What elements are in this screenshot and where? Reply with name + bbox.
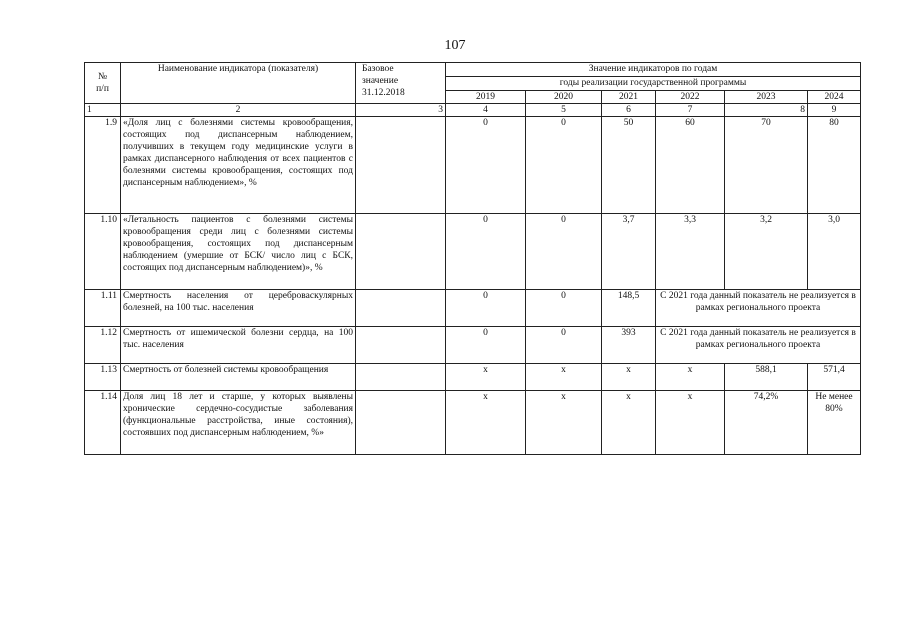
- year-cell: 2022: [656, 91, 725, 104]
- row-number: 1.12: [85, 327, 121, 364]
- value-cell: х: [656, 364, 725, 391]
- value-cell: 0: [446, 214, 526, 290]
- merged-note: С 2021 года данный показатель не реализуется в рамках регионального проекта: [656, 290, 861, 327]
- indicator-name: Доля лиц 18 лет и старше, у которых выявлены хронические сердечно-сосудистые заболевания (функциональные расстройства, иные состояния), состоявших под диспансерным наблюдением, %»: [121, 391, 356, 455]
- column-number: 9: [808, 104, 861, 117]
- row-number: 1.9: [85, 117, 121, 214]
- value-cell: х: [446, 391, 526, 455]
- value-cell: 0: [526, 117, 602, 214]
- merged-note: С 2021 года данный показатель не реализуется в рамках регионального проекта: [656, 327, 861, 364]
- value-cell: 588,1: [725, 364, 808, 391]
- value-cell: х: [602, 391, 656, 455]
- value-cell: х: [526, 364, 602, 391]
- value-cell: 70: [725, 117, 808, 214]
- table-row: [85, 364, 861, 391]
- header-name: Наименование индикатора (показателя): [121, 63, 356, 104]
- column-number: 7: [656, 104, 725, 117]
- value-cell: 3,2: [725, 214, 808, 290]
- column-number: 3: [356, 104, 446, 117]
- year-cell: 2023: [725, 91, 808, 104]
- header-row-1: [85, 63, 861, 77]
- value-cell: х: [446, 364, 526, 391]
- indicator-name: «Летальность пациентов с болезнями системы кровообращения среди лиц с болезнями системы кровообращения, состоящих под диспансерным наблюдением (умершие от БСК/ число лиц с БСК, состоящих под диспансерным наблюдением)», %: [121, 214, 356, 290]
- base-value: [356, 117, 446, 214]
- column-number: 1: [85, 104, 121, 117]
- base-value: [356, 214, 446, 290]
- value-cell: 0: [446, 327, 526, 364]
- indicators-table: [84, 62, 861, 455]
- table-row: [85, 290, 861, 327]
- row-number: 1.14: [85, 391, 121, 455]
- value-cell: 0: [526, 290, 602, 327]
- table-row: [85, 117, 861, 214]
- base-value: [356, 391, 446, 455]
- value-cell: Не менее 80%: [808, 391, 861, 455]
- header-values: Значение индикаторов по годам: [446, 63, 861, 77]
- column-number: 8: [725, 104, 808, 117]
- value-cell: 3,7: [602, 214, 656, 290]
- indicator-name: Смертность от ишемической болезни сердца, на 100 тыс. населения: [121, 327, 356, 364]
- indicator-name: «Доля лиц с болезнями системы кровообращения, состоящих под диспансерным наблюдением, получивших в текущем году медицинские услуги в рамках диспансерного наблюдения от всех пациентов с болезнями системы кровообращения, состоящих под диспансерным наблюдением», %: [121, 117, 356, 214]
- row-number: 1.11: [85, 290, 121, 327]
- value-cell: х: [656, 391, 725, 455]
- base-value: [356, 364, 446, 391]
- value-cell: 80: [808, 117, 861, 214]
- column-number: 6: [602, 104, 656, 117]
- year-cell: 2024: [808, 91, 861, 104]
- value-cell: 3,0: [808, 214, 861, 290]
- value-cell: 60: [656, 117, 725, 214]
- value-cell: х: [526, 391, 602, 455]
- page-number: 107: [444, 38, 466, 53]
- indicator-name: Смертность населения от цереброваскулярных болезней, на 100 тыс. населения: [121, 290, 356, 327]
- column-number-row: [85, 104, 861, 117]
- value-cell: 571,4: [808, 364, 861, 391]
- base-value: [356, 327, 446, 364]
- value-cell: 148,5: [602, 290, 656, 327]
- year-cell: 2021: [602, 91, 656, 104]
- column-number: 2: [121, 104, 356, 117]
- year-cell: 2019: [446, 91, 526, 104]
- column-number: 4: [446, 104, 526, 117]
- value-cell: 0: [526, 327, 602, 364]
- value-cell: 0: [446, 117, 526, 214]
- value-cell: 0: [526, 214, 602, 290]
- value-cell: 74,2%: [725, 391, 808, 455]
- indicator-name: Смертность от болезней системы кровообращения: [121, 364, 356, 391]
- column-number: 5: [526, 104, 602, 117]
- base-value: [356, 290, 446, 327]
- header-base: Базовое значение 31.12.2018: [356, 63, 446, 104]
- table-row: [85, 391, 861, 455]
- header-num: № п/п: [85, 63, 121, 104]
- value-cell: 0: [446, 290, 526, 327]
- header-years-group: годы реализации государственной программы: [446, 77, 861, 91]
- table-row: [85, 214, 861, 290]
- table-row: [85, 327, 861, 364]
- value-cell: 393: [602, 327, 656, 364]
- row-number: 1.10: [85, 214, 121, 290]
- year-cell: 2020: [526, 91, 602, 104]
- row-number: 1.13: [85, 364, 121, 391]
- value-cell: 50: [602, 117, 656, 214]
- value-cell: х: [602, 364, 656, 391]
- value-cell: 3,3: [656, 214, 725, 290]
